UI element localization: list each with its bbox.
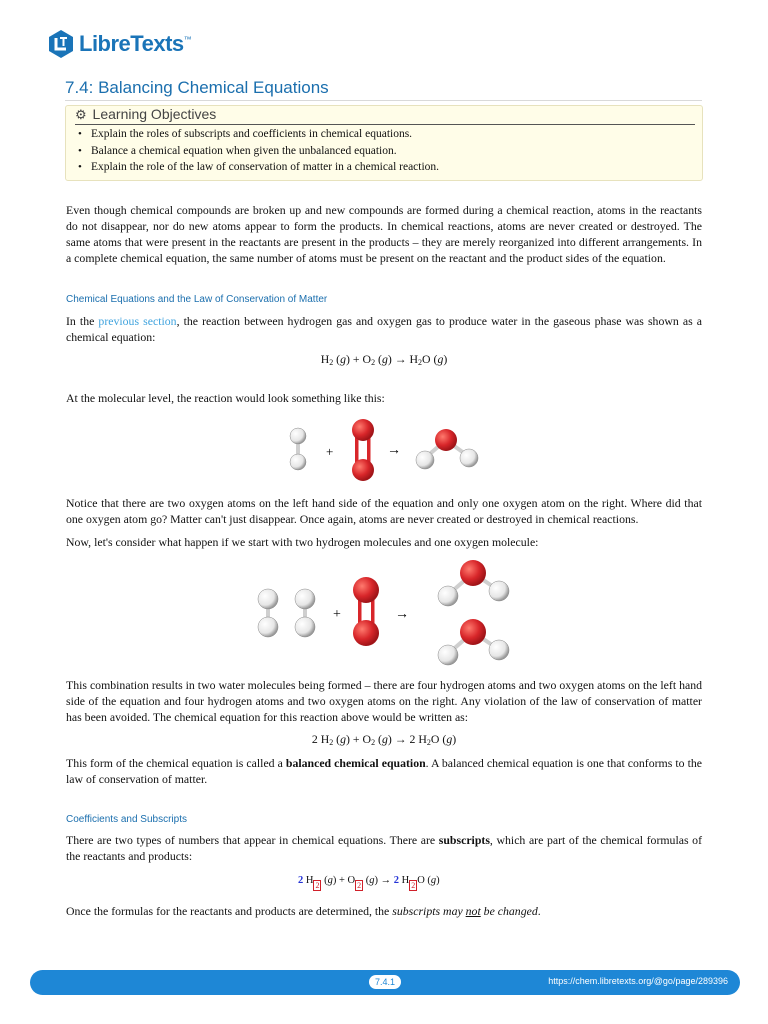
section-heading-conservation: Chemical Equations and the Law of Conservation of Matter xyxy=(66,294,328,305)
libretexts-logo[interactable] xyxy=(46,26,192,62)
molecule-diagram-unbalanced xyxy=(283,418,483,484)
section1-paragraph-3: Notice that there are two oxygen atoms on the left hand side of the equation and only one oxygen atom on the right. Where did that one oxygen atom go? Matter can't just disappear. Once again, atoms are never created or destroyed in chemical reactions. xyxy=(66,496,702,526)
equation-subscripts-highlighted: 2 H 2 (g) + O 2 (g) → 2 H 2 O (g) xyxy=(298,875,440,890)
objectives-list xyxy=(76,126,439,176)
page-footer xyxy=(30,970,740,995)
subscript-box: 2 xyxy=(357,881,362,890)
oxygen-molecule xyxy=(353,577,379,646)
oxygen-molecule xyxy=(352,419,374,481)
arrow-sign: → xyxy=(395,607,409,622)
learning-objectives-box xyxy=(65,105,703,181)
section-heading-coefficients: Coefficients and Subscripts xyxy=(66,814,187,825)
arrow-sign: → xyxy=(387,443,401,458)
equation-unbalanced: $H_2$ $(g) + O_2$ $(g) \to H_2O$ (g) xyxy=(320,352,448,367)
section1-paragraph-1: In the previous section, the reaction between hydrogen gas and oxygen gas to produce water in the gaseous phase was shown as a chemical equation: xyxy=(66,314,702,344)
equation-balanced: 2 $H_2$ $(g) + O_2$ (g) → 2 $H_2O$ (g) xyxy=(311,732,457,747)
section1-paragraph-4: Now, let's consider what happen if we start with two hydrogen molecules and one oxygen molecule: xyxy=(66,535,539,549)
section2-paragraph-1: There are two types of numbers that appear in chemical equations. There are subscripts, which are part of the chemical formulas of the reactants and products: xyxy=(66,833,702,863)
page-title: 7.4: Balancing Chemical Equations xyxy=(65,78,329,97)
objective-item: • Balance a chemical equation when given the unbalanced equation. xyxy=(76,143,439,160)
footer-url-link[interactable]: https://chem.libretexts.org/@go/page/289396 xyxy=(548,976,728,986)
objectives-title: Learning Objectives xyxy=(92,106,217,122)
objective-item: • Explain the role of the law of conservation of matter in a chemical reaction. xyxy=(76,159,439,176)
section1-paragraph-2: At the molecular level, the reaction would look something like this: xyxy=(66,391,385,405)
water-molecule xyxy=(438,619,509,665)
water-molecule xyxy=(416,429,478,469)
subscript-box: 2 xyxy=(315,881,320,890)
hydrogen-molecule xyxy=(295,589,315,637)
gear-icon: ⚙ xyxy=(75,107,87,122)
plus-sign: + xyxy=(333,607,341,622)
intro-paragraph: Even though chemical compounds are broken up and new compounds are formed during a chemical reaction, atoms in the reactants do not disappear, nor do new atoms appear to form the products. In chemical reactions, atoms are never created or destroyed. The same atoms that were present in the reactants are present in the products – they are merely reorganized into different arrangements. In a complete chemical equation, the same number of atoms must be present on the reactant and the product sides of the equation. xyxy=(66,203,702,265)
section1-paragraph-5: This combination results in two water molecules being formed – there are four hydrogen atoms and two oxygen atoms on the left hand side of the equation and four hydrogen atoms and two oxygen atoms on the right. Any violation of the law of conservation of matter has been avoided. The chemical equation for this reaction above would be written as: xyxy=(66,678,702,724)
objectives-heading xyxy=(75,106,695,125)
hydrogen-molecule xyxy=(258,589,278,637)
logo-wordmark: LibreTexts xyxy=(79,31,184,56)
page-number-badge: 7.4.1 xyxy=(369,975,401,989)
subscript-box: 2 xyxy=(411,881,416,890)
previous-section-link[interactable]: previous section xyxy=(98,314,177,328)
hydrogen-molecule xyxy=(290,428,306,470)
logo-trademark: ™ xyxy=(183,35,192,44)
objective-item: • Explain the roles of subscripts and coefficients in chemical equations. xyxy=(76,126,439,143)
water-molecule xyxy=(438,560,509,606)
section1-paragraph-6: This form of the chemical equation is called a balanced chemical equation. A balanced chemical equation is one that conforms to the law of conservation of matter. xyxy=(66,756,702,786)
plus-sign: + xyxy=(326,444,334,459)
libretexts-logo-icon xyxy=(46,29,76,59)
molecule-diagram-balanced xyxy=(252,556,517,668)
section2-paragraph-2: Once the formulas for the reactants and products are determined, the subscripts may not be changed. xyxy=(66,904,541,918)
title-divider xyxy=(65,100,702,101)
